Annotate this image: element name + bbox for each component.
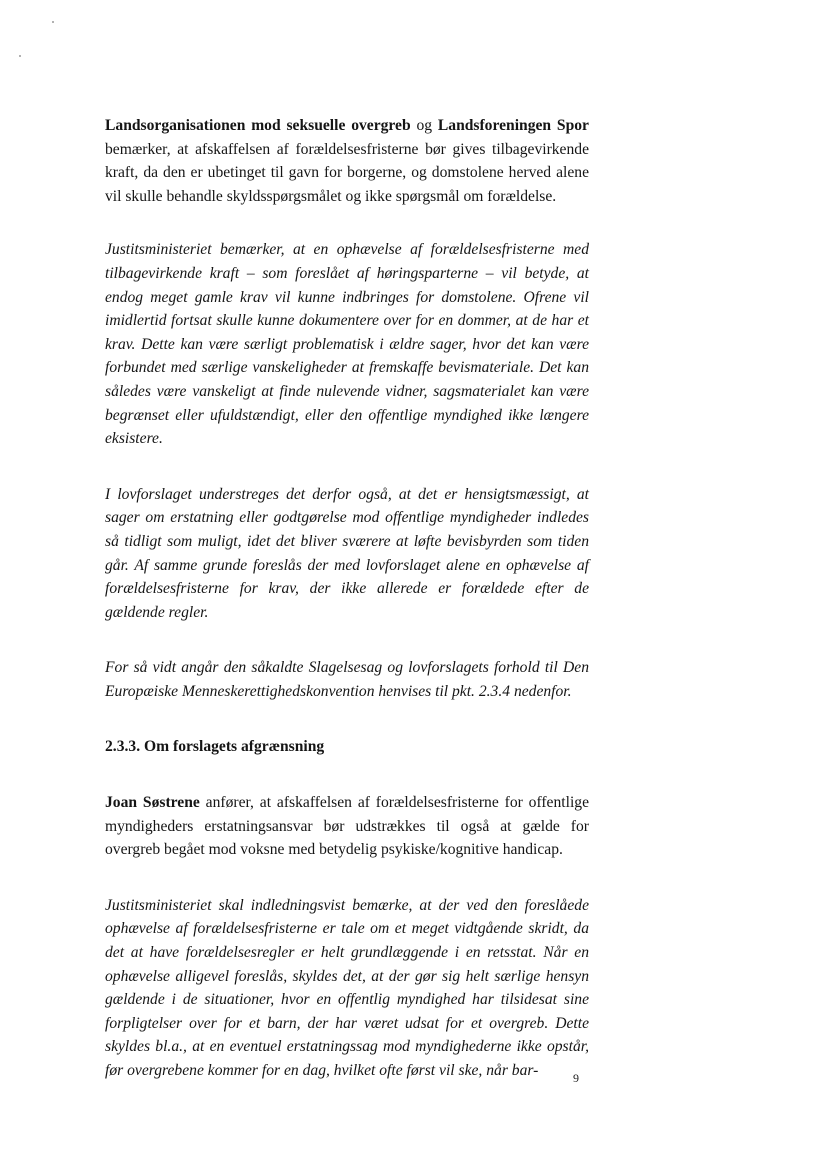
paragraph-landsorganisationen	[105, 114, 589, 208]
paragraph-text: anfører, at afskaffelsen af forældelsesfristerne for offentlige myndigheders erstatningsansvar bør udstrækkes til også at gælde for overgreb begået mod voksne med betydelig psykiske/kognitive handicap.	[105, 794, 589, 859]
bold-lead-landsorganisationen: Landsorganisationen mod seksuelle overgreb	[105, 117, 411, 134]
paragraph-joan-sostrene	[105, 791, 589, 862]
paragraph-text: bemærker, at afskaffelsen af forældelsesfristerne bør gives tilbagevirkende kraft, da den er ubetinget til gavn for borgerne, og domstolene herved alene vil skulle behandle skyldsspørgsmålet og ikke spørgsmål om forældelse.	[105, 140, 589, 205]
bold-lead-joan-sostrene: Joan Søstrene	[105, 794, 200, 812]
scan-speck	[52, 21, 54, 23]
document-body	[105, 114, 589, 1083]
scan-speck	[19, 55, 21, 57]
joiner-text: og	[410, 117, 438, 134]
paragraph-slagelsesag: For så vidt angår den såkaldte Slagelsesag og lovforslagets forhold til Den Europæiske Menneskerettighedskonvention henvises til pkt. 2.3.4 nedenfor.	[105, 659, 589, 700]
paragraph-ministry-remark-3: Justitsministeriet skal indledningsvist bemærke, at der ved den foreslåede ophævelse af forældelsesfristerne er tale om et meget vidtgående skridt, da det at have forældelsesregler er helt grundlæggende i en retsstat. Når en ophævelse alligevel foreslås, skyldes det, at der gør sig helt særlige hensyn gældende i de situationer, hvor en offentlig myndighed har tilsidesat sine forpligtelser over for et barn, der har været udsat for et overgreb. Dette skyldes bl.a., at en eventuel erstatningssag mod myndighederne ikke opstår, før overgrebene kommer for en dag, hvilket ofte først vil ske, når bar-	[105, 896, 589, 1079]
section-heading: 2.3.3. Om forslagets afgrænsning	[105, 738, 325, 756]
page-number: 9	[573, 1071, 579, 1085]
paragraph-ministry-remark-2: I lovforslaget understreges det derfor også, at det er hensigtsmæssigt, at sager om erstatning eller godtgørelse mod offentlige myndigheder indledes så tidligt som muligt, idet det bliver sværere at løfte bevisbyrden som tiden går. Af samme grunde foreslås der med lovforslaget alene en ophævelse af forældelsesfristerne for krav, der ikke allerede er forældede efter de gældende regler.	[105, 485, 589, 621]
bold-lead-landsforeningen-spor: Landsforeningen Spor	[437, 117, 589, 134]
paragraph-ministry-remark-1: Justitsministeriet bemærker, at en ophævelse af forældelsesfristerne med tilbagevirkende kraft – som foreslået af høringsparterne – vil betyde, at endog meget gamle krav vil kunne indbringes for domstolene. Ofrene vil imidlertid fortsat skulle kunne dokumentere over for en dommer, at de har et krav. Dette kan være særligt problematisk i ældre sager, hvor det kan være forbundet med særlige vanskeligheder at fremskaffe bevismateriale. Det kan således være vanskeligt at finde nulevende vidner, sagsmaterialet kan være begrænset eller ufuldstændigt, eller den offentlige myndighed ikke længere eksistere.	[105, 241, 589, 448]
